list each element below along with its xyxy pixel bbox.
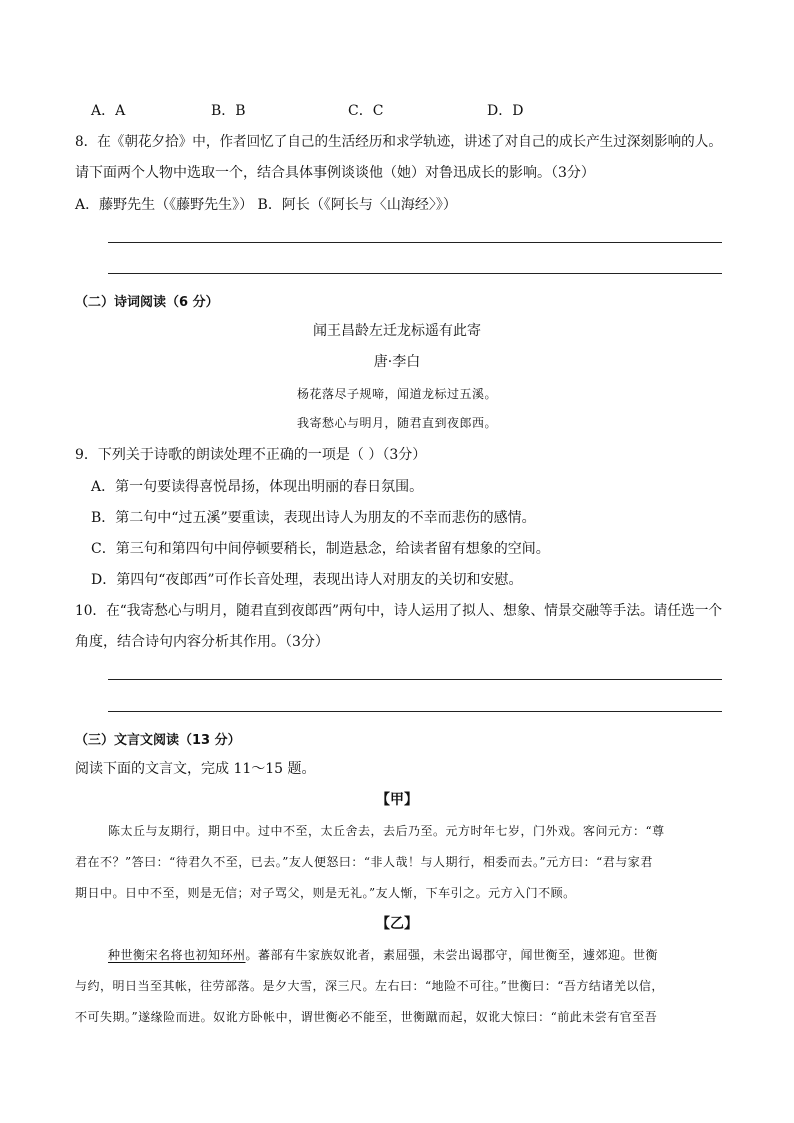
question-9-option-d: D．第四句“夜郎西”可作长音处理，表现出诗人对朋友的关切和安慰。 xyxy=(91,572,523,588)
poem-verse-2: 我寄愁心与明月，随君直到夜郎西。 xyxy=(296,416,497,430)
passage-yi-line-1 xyxy=(108,946,658,963)
poem-title: 闻王昌龄左迁龙标遥有此寄 xyxy=(313,323,481,339)
question-8-options: A．藤野先生（《藤野先生》） B．阿长（《阿长与〈山海经〉》） xyxy=(75,197,457,213)
answer-line xyxy=(108,273,722,274)
question-10-line-2: 角度，结合诗句内容分析其作用。（3分） xyxy=(75,634,329,650)
question-8-line-1: 8．在《朝花夕拾》中，作者回忆了自己的生活经历和求学轨迹，讲述了对自己的成长产生过深刻影响的人。 xyxy=(75,134,722,150)
answer-line xyxy=(108,711,722,712)
passage-jia-line-1: 陈太丘与友期行，期日中。过中不至，太丘舍去，去后乃至。元方时年七岁，门外戏。客问元方：“尊 xyxy=(108,824,665,838)
section-instruction: 阅读下面的文言文，完成 11～15 题。 xyxy=(75,761,316,777)
passage-yi-heading: 【乙】 xyxy=(376,916,418,932)
option-d: D．D xyxy=(487,103,524,119)
answer-line xyxy=(108,242,722,243)
question-9-stem: 9．下列关于诗歌的朗读处理不正确的一项是（ ）（3分） xyxy=(75,447,427,463)
passage-jia-line-3: 期日中。日中不至，则是无信；对子骂父，则是无礼。”友人惭，下车引之。元方入门不顾。 xyxy=(75,886,576,900)
option-b: B．B xyxy=(211,103,246,119)
poem-author: 唐·李白 xyxy=(373,354,421,370)
passage-jia-line-2: 君在不？”答曰：“待君久不至，已去。”友人便怒曰：“非人哉！与人期行，相委而去。”元方曰：“君与家君 xyxy=(75,855,653,869)
underlined-sentence: 种世衡宋名将也初知环州 xyxy=(108,948,246,962)
question-9-option-b: B．第二句中“过五溪”要重读，表现出诗人为朋友的不幸而悲伤的感情。 xyxy=(91,510,536,526)
passage-yi-line-3: 不可失期。”遂缘险而进。奴讹方卧帐中，谓世衡必不能至，世衡蹴而起，奴讹大惊曰：“前此未尝有官至吾 xyxy=(75,1010,658,1024)
passage-yi-line-1-rest: 。蕃部有牛家族奴讹者，素屈强，未尝出谒郡守，闻世衡至，遽郊迎。世衡 xyxy=(245,948,659,962)
option-a: A．A xyxy=(91,103,126,119)
question-8-line-2: 请下面两个人物中选取一个，结合具体事例谈谈他（她）对鲁迅成长的影响。（3分） xyxy=(75,165,595,181)
poem-verse-1: 杨花落尽子规啼，闻道龙标过五溪。 xyxy=(296,387,497,401)
question-10-line-1: 10．在“我寄愁心与明月，随君直到夜郎西”两句中，诗人运用了拟人、想象、情景交融等手法。请任选一个 xyxy=(75,603,723,619)
answer-line xyxy=(108,679,722,680)
question-9-option-c: C．第三句和第四句中间停顿要稍长，制造悬念，给读者留有想象的空间。 xyxy=(91,541,550,557)
passage-yi-line-2: 与约，明日当至其帐，往劳部落。是夕大雪，深三尺。左右曰：“地险不可往。”世衡曰：“吾方结诸羌以信， xyxy=(75,979,664,993)
passage-jia-heading: 【甲】 xyxy=(376,792,418,808)
question-9-option-a: A．第一句要读得喜悦昂扬，体现出明丽的春日氛围。 xyxy=(91,479,424,495)
section-title: （三）文言文阅读（13 分） xyxy=(75,733,241,748)
section-title: （二）诗词阅读（6 分） xyxy=(75,295,219,310)
option-c: C．C xyxy=(348,103,384,119)
